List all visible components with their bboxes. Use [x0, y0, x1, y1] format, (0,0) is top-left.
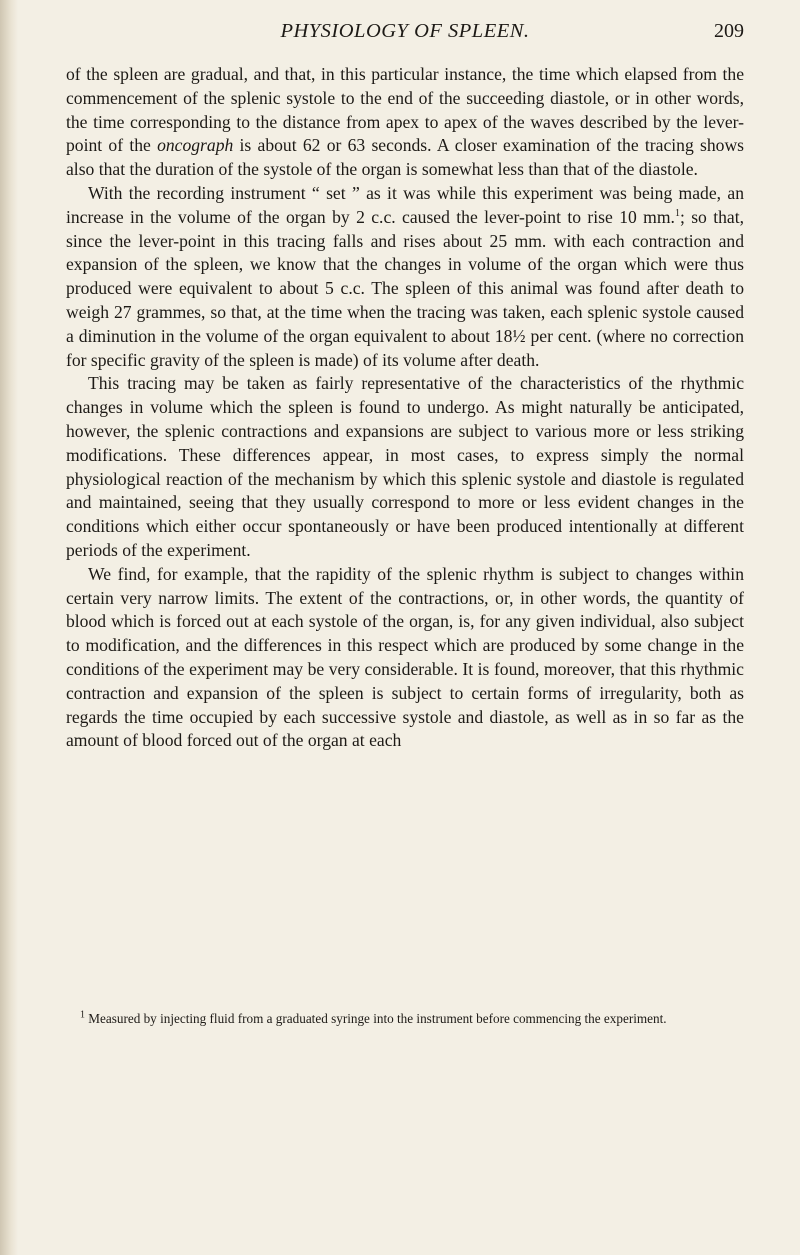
paragraph-3: This tracing may be taken as fairly representative of the characteristics of the rhythmic changes in volume which the spleen is found to undergo. As might naturally be anticipated, however, the splenic contractions and expansions are subject to various more or less striking modifications. These differences appear, in most cases, to express simply the normal physiological reaction of the mechanism by which this splenic systole and diastole is regulated and maintained, seeing that they usually correspond to more or less evident changes in the conditions which either occur spontaneously or have been produced intentionally at different periods of the experiment.	[66, 373, 744, 560]
footnote-ref: 1	[674, 207, 680, 219]
paragraph-1: of the spleen are gradual, and that, in this particular instance, the time which elapsed from the commencement of the splenic systole to the end of the succeeding diastole, or in other words, the time corresponding to the distance from apex to apex of the waves described by the lever-point of the oncograph is about 62 or 63 seconds. A closer examination of the tracing shows also that the duration of the systole of the organ is somewhat less than that of the diastole.	[66, 64, 745, 180]
footnote	[66, 1010, 744, 1028]
paragraph-2: With the recording instrument “ set ” as it was while this experiment was being made, an increase in the volume of the organ by 2 c.c. caused the lever-point to rise 10 mm.$^1$; so that, since the lever-point in this tracing falls and rises about 25 mm. with each contraction and expansion of the spleen, we know that the changes in volume of the organ which were thus produced were equivalent to about 5 c.c. The spleen of this animal was found after death to weigh 27 grammes, so that, at the time when the tracing was taken, each splenic systole caused a diminution in the volume of the organ equivalent to about 18½ per cent. (where no correction for specific gravity of the spleen is made) of its volume after death.	[66, 182, 745, 370]
footnote-marker: 1	[80, 1009, 85, 1021]
binding-shadow	[0, 0, 18, 1255]
body-text	[66, 63, 744, 753]
footnote-text: Measured by injecting fluid from a graduated syringe into the instrument before commencing the experiment.	[85, 1011, 667, 1026]
page-number: 209	[714, 20, 744, 42]
paragraph-4: We find, for example, that the rapidity of the splenic rhythm is subject to changes within certain very narrow limits. The extent of the contractions, or, in other words, the quantity of blood which is forced out at each systole of the organ, is, for any given individual, also subject to modification, and the differences in this respect which are produced by some change in the conditions of the experiment may be very considerable. It is found, moreover, that this rhythmic contraction and expansion of the spleen is subject to certain forms of irregularity, both as regards the time occupied by each successive systole and diastole, as well as in so far as the amount of blood forced out of the organ at each	[66, 563, 744, 751]
running-head	[66, 20, 744, 46]
running-title: PHYSIOLOGY OF SPLEEN.	[280, 20, 530, 42]
oncograph-term: oncograph	[157, 135, 234, 156]
